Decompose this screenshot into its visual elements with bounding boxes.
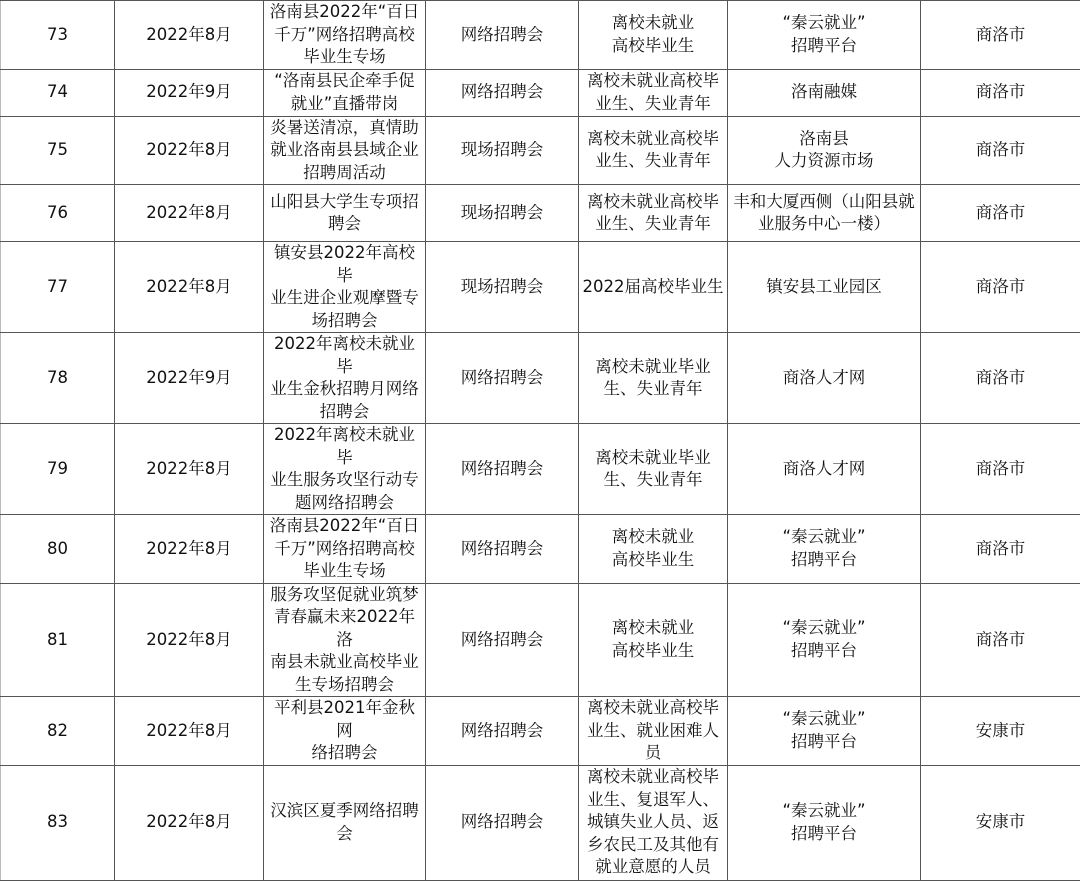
cell-event-type: 网络招聘会	[426, 1, 579, 70]
cell-date: 2022年8月	[115, 185, 264, 242]
cell-city: 商洛市	[921, 424, 1080, 515]
cell-number: 81	[1, 583, 115, 697]
cell-number: 74	[1, 69, 115, 116]
cell-event-type: 网络招聘会	[426, 583, 579, 697]
cell-event-type: 网络招聘会	[426, 765, 579, 880]
cell-number: 82	[1, 697, 115, 766]
table-row	[1, 765, 1080, 880]
cell-venue: 商洛人才网	[728, 333, 921, 424]
cell-city: 商洛市	[921, 515, 1080, 584]
table-row	[1, 424, 1080, 515]
cell-date: 2022年9月	[115, 69, 264, 116]
cell-city: 商洛市	[921, 583, 1080, 697]
cell-event-type: 网络招聘会	[426, 697, 579, 766]
cell-event-name: 洛南县2022年“百日 千万”网络招聘高校 毕业生专场	[264, 515, 426, 584]
cell-number: 79	[1, 424, 115, 515]
cell-number: 80	[1, 515, 115, 584]
cell-target-group: 离校未就业高校毕 业生、失业青年	[579, 116, 728, 185]
cell-city: 安康市	[921, 765, 1080, 880]
cell-event-name: “洛南县民企牵手促 就业”直播带岗	[264, 69, 426, 116]
cell-event-name: 汉滨区夏季网络招聘 会	[264, 765, 426, 880]
cell-venue: 洛南县 人力资源市场	[728, 116, 921, 185]
cell-date: 2022年8月	[115, 515, 264, 584]
cell-target-group: 离校未就业高校毕 业生、失业青年	[579, 69, 728, 116]
cell-event-name: 2022年离校未就业毕 业生金秋招聘月网络 招聘会	[264, 333, 426, 424]
cell-venue: “秦云就业” 招聘平台	[728, 1, 921, 70]
cell-target-group: 离校未就业 高校毕业生	[579, 1, 728, 70]
table-row	[1, 333, 1080, 424]
cell-event-name: 服务攻坚促就业筑梦 青春赢未来2022年洛 南县未就业高校毕业 生专场招聘会	[264, 583, 426, 697]
cell-event-name: 山阳县大学生专项招 聘会	[264, 185, 426, 242]
cell-event-name: 2022年离校未就业毕 业生服务攻坚行动专 题网络招聘会	[264, 424, 426, 515]
cell-event-type: 现场招聘会	[426, 242, 579, 333]
cell-city: 商洛市	[921, 242, 1080, 333]
cell-date: 2022年8月	[115, 583, 264, 697]
cell-city: 商洛市	[921, 69, 1080, 116]
cell-number: 77	[1, 242, 115, 333]
cell-event-name: 平利县2021年金秋网 络招聘会	[264, 697, 426, 766]
table-row	[1, 1, 1080, 70]
cell-date: 2022年8月	[115, 1, 264, 70]
cell-venue: 丰和大厦西侧（山阳县就 业服务中心一楼）	[728, 185, 921, 242]
cell-event-type: 现场招聘会	[426, 185, 579, 242]
cell-event-type: 网络招聘会	[426, 424, 579, 515]
cell-target-group: 离校未就业 高校毕业生	[579, 515, 728, 584]
cell-target-group: 离校未就业毕业 生、失业青年	[579, 333, 728, 424]
cell-event-type: 网络招聘会	[426, 515, 579, 584]
cell-venue: 镇安县工业园区	[728, 242, 921, 333]
cell-city: 商洛市	[921, 333, 1080, 424]
cell-target-group: 离校未就业高校毕 业生、失业青年	[579, 185, 728, 242]
cell-event-name: 镇安县2022年高校毕 业生进企业观摩暨专 场招聘会	[264, 242, 426, 333]
cell-date: 2022年8月	[115, 242, 264, 333]
cell-date: 2022年8月	[115, 424, 264, 515]
table-body	[1, 1, 1080, 881]
cell-venue: “秦云就业” 招聘平台	[728, 765, 921, 880]
cell-date: 2022年8月	[115, 765, 264, 880]
cell-number: 83	[1, 765, 115, 880]
cell-event-type: 网络招聘会	[426, 69, 579, 116]
cell-venue: “秦云就业” 招聘平台	[728, 515, 921, 584]
cell-number: 78	[1, 333, 115, 424]
cell-event-type: 现场招聘会	[426, 116, 579, 185]
cell-venue: 商洛人才网	[728, 424, 921, 515]
cell-date: 2022年8月	[115, 697, 264, 766]
cell-event-name: 炎暑送清凉，真情助 就业洛南县县域企业 招聘周活动	[264, 116, 426, 185]
cell-number: 75	[1, 116, 115, 185]
cell-venue: “秦云就业” 招聘平台	[728, 583, 921, 697]
cell-city: 安康市	[921, 697, 1080, 766]
table-row	[1, 697, 1080, 766]
table-row	[1, 185, 1080, 242]
cell-target-group: 离校未就业 高校毕业生	[579, 583, 728, 697]
table-row	[1, 116, 1080, 185]
cell-target-group: 离校未就业毕业 生、失业青年	[579, 424, 728, 515]
table-row	[1, 515, 1080, 584]
cell-city: 商洛市	[921, 116, 1080, 185]
cell-date: 2022年8月	[115, 116, 264, 185]
cell-date: 2022年9月	[115, 333, 264, 424]
cell-event-name: 洛南县2022年“百日 千万”网络招聘高校 毕业生专场	[264, 1, 426, 70]
cell-city: 商洛市	[921, 185, 1080, 242]
cell-venue: 洛南融媒	[728, 69, 921, 116]
table-row	[1, 242, 1080, 333]
cell-target-group: 离校未就业高校毕 业生、复退军人、 城镇失业人员、返 乡农民工及其他有 就业意愿的人员	[579, 765, 728, 880]
cell-venue: “秦云就业” 招聘平台	[728, 697, 921, 766]
cell-target-group: 2022届高校毕业生	[579, 242, 728, 333]
cell-city: 商洛市	[921, 1, 1080, 70]
cell-event-type: 网络招聘会	[426, 333, 579, 424]
table-row	[1, 583, 1080, 697]
cell-target-group: 离校未就业高校毕 业生、就业困难人 员	[579, 697, 728, 766]
cell-number: 73	[1, 1, 115, 70]
cell-number: 76	[1, 185, 115, 242]
table-row	[1, 69, 1080, 116]
